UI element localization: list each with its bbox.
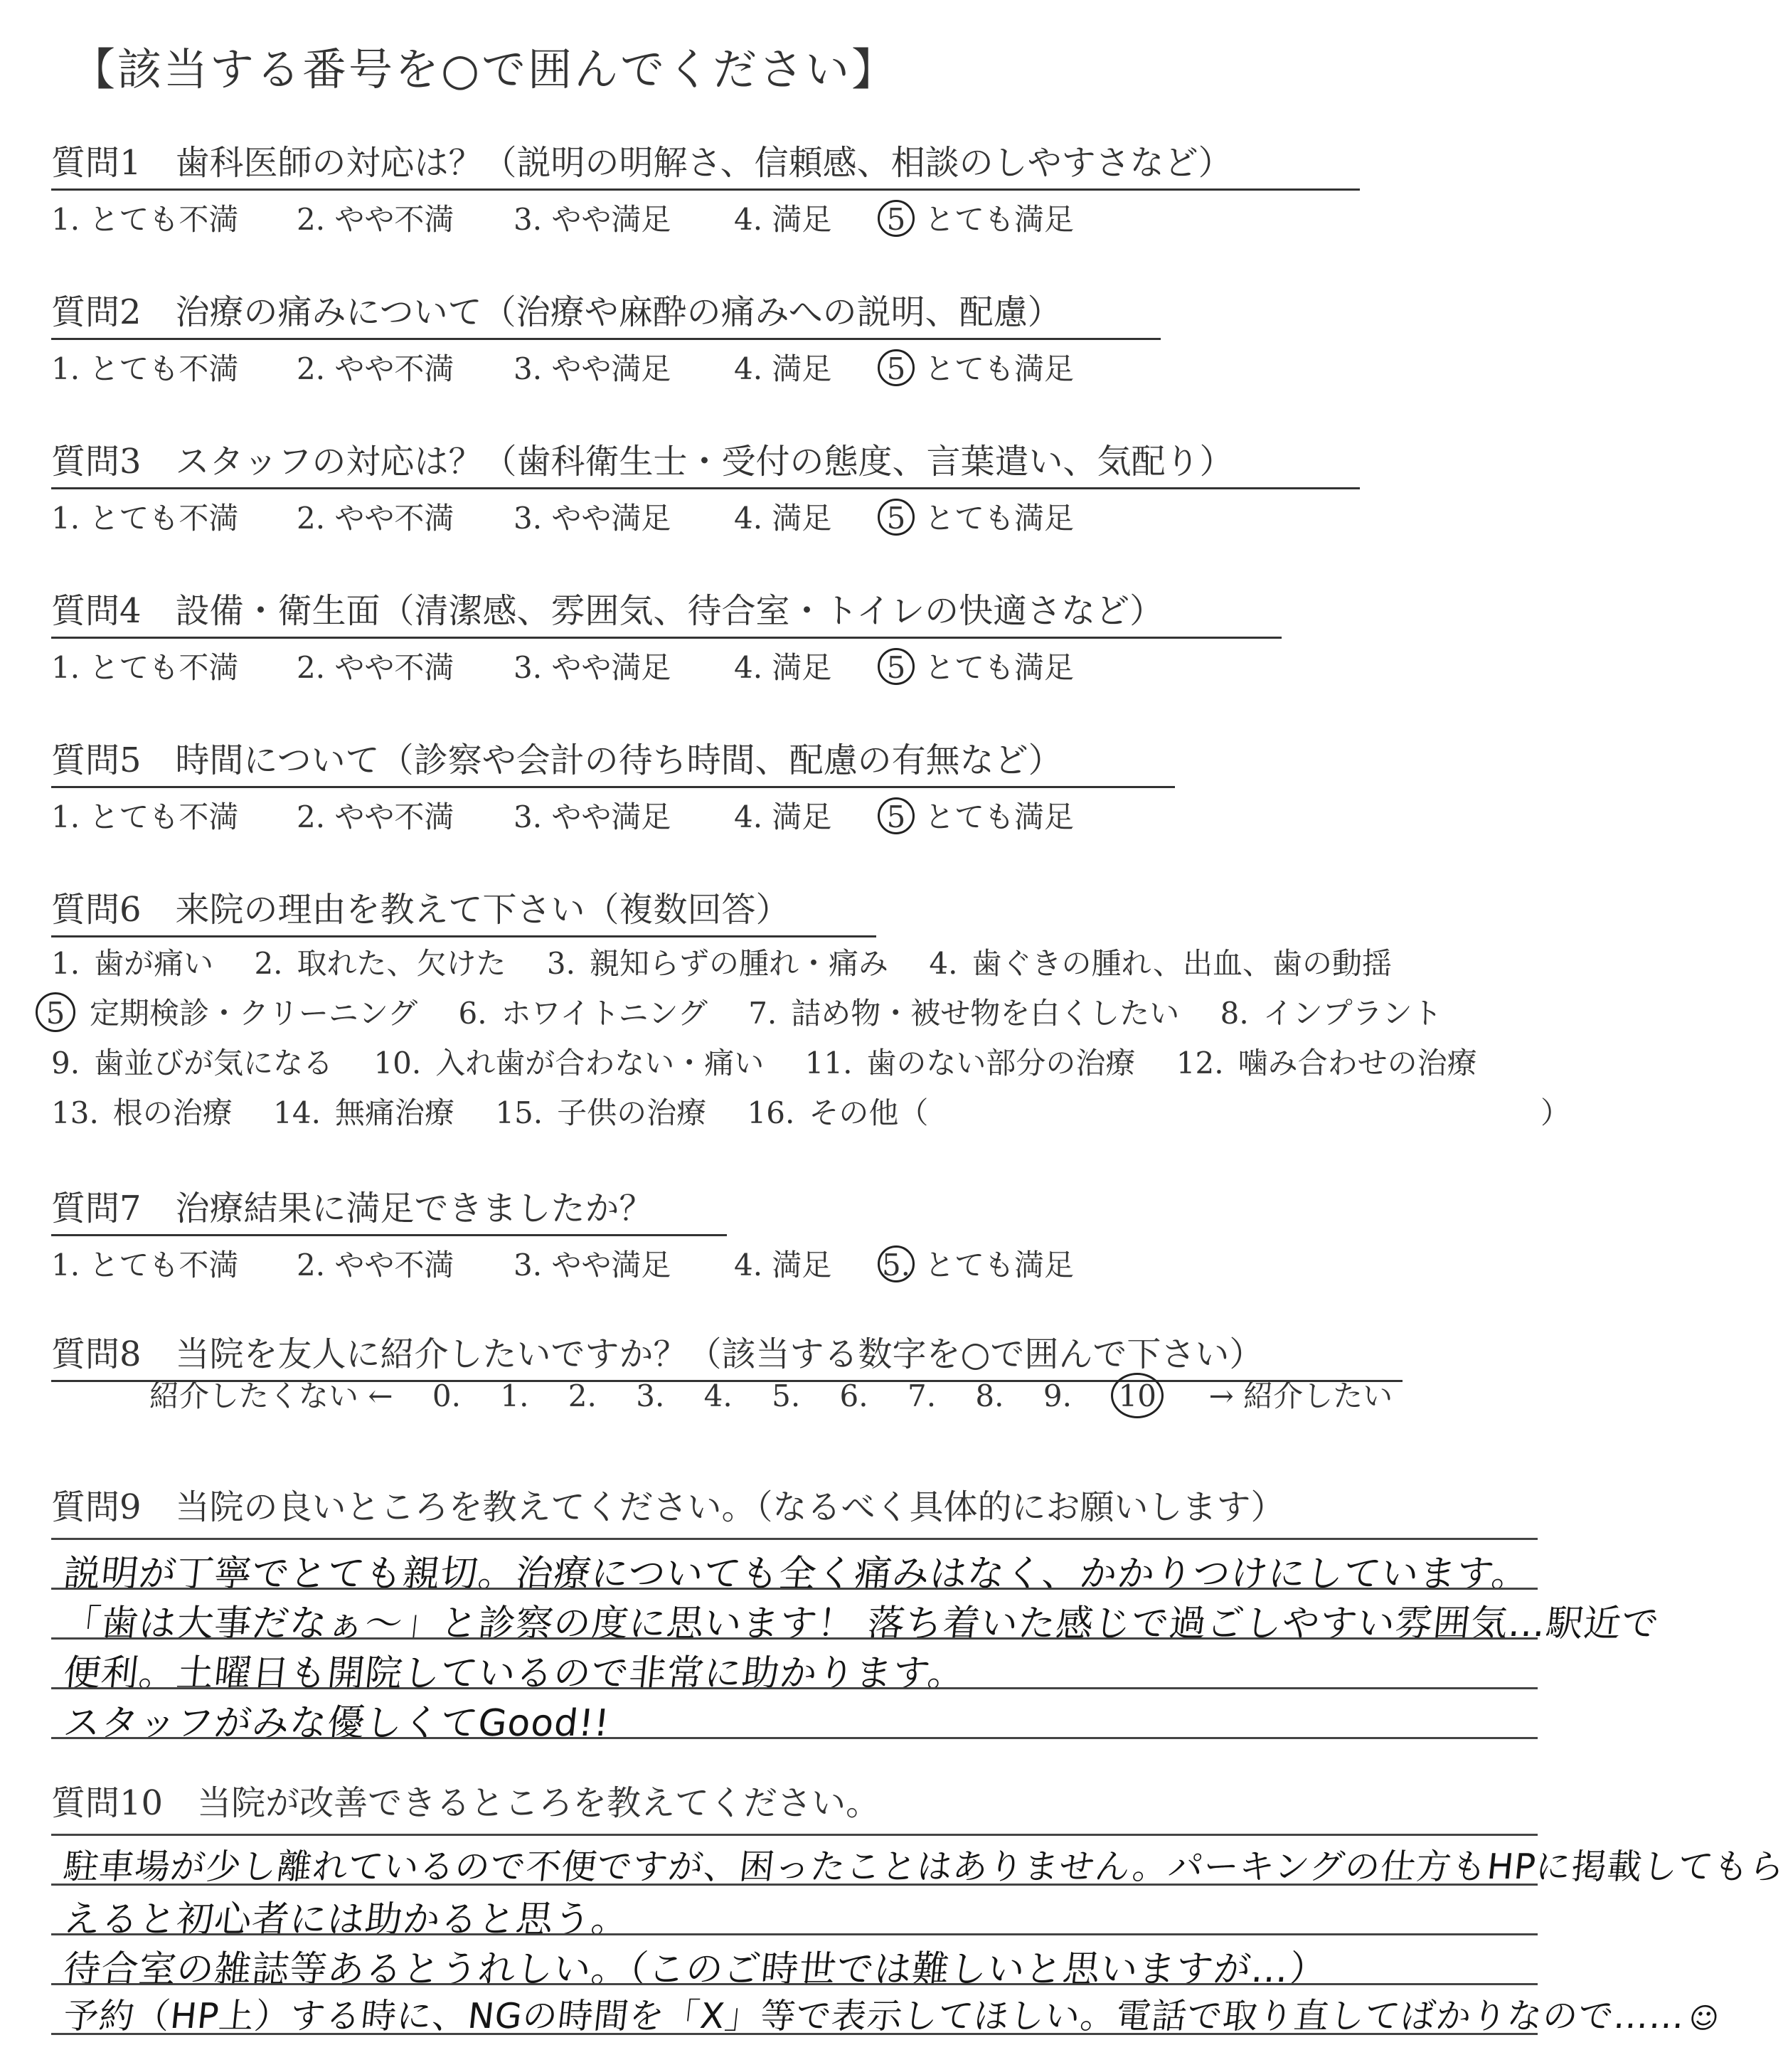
- reason-13[interactable]: 13. 根の治療: [51, 1095, 233, 1130]
- question-3-options: [51, 495, 1360, 538]
- other-close-paren: ）: [1540, 1095, 1571, 1130]
- option-2[interactable]: 2. やや不満: [297, 202, 454, 237]
- selected-circle: 5: [878, 349, 915, 386]
- option-1[interactable]: 1. とても不満: [51, 202, 239, 237]
- question-2-heading: 質問2 治療の痛みについて（治療や麻酔の痛みへの説明、配慮）: [51, 285, 1161, 340]
- question-6: [51, 882, 876, 937]
- answer-line: [51, 2033, 1538, 2035]
- answer-line: [51, 1737, 1538, 1739]
- option-2[interactable]: 2. やや不満: [297, 1248, 454, 1282]
- question-2: [51, 285, 1161, 388]
- answer-line: [51, 1538, 1538, 1540]
- reason-2[interactable]: 2. 取れた、欠けた: [254, 946, 506, 981]
- q10-answer-line-2: えると初心者には助かると思う。: [61, 1898, 632, 1941]
- option-3[interactable]: 3. やや満足: [513, 650, 671, 685]
- reason-15[interactable]: 15. 子供の治療: [495, 1095, 707, 1130]
- option-1[interactable]: 1. とても不満: [51, 650, 239, 685]
- option-4[interactable]: 4. 満足: [734, 202, 832, 237]
- option-1[interactable]: 1. とても不満: [51, 1248, 239, 1282]
- answer-line: [51, 1687, 1538, 1689]
- option-3[interactable]: 3. やや満足: [513, 202, 671, 237]
- question-1: [51, 135, 1360, 239]
- option-5-selected[interactable]: 5 とても満足: [883, 495, 1074, 538]
- reason-7[interactable]: 7. 詰め物・被せ物を白くしたい: [748, 996, 1180, 1031]
- option-5-selected[interactable]: 5 とても満足: [883, 196, 1074, 239]
- option-5-selected[interactable]: 5 とても満足: [883, 346, 1074, 388]
- reason-10[interactable]: 10. 入れ歯が合わない・痛い: [373, 1046, 765, 1080]
- option-1[interactable]: 1. とても不満: [51, 351, 239, 386]
- scale-3[interactable]: 3.: [636, 1378, 665, 1413]
- option-5-selected[interactable]: 5 とても満足: [883, 794, 1074, 836]
- answer-line: [51, 1983, 1538, 1985]
- question-5-options: [51, 794, 1175, 836]
- question-1-heading: 質問1 歯科医師の対応は？（説明の明解さ、信頼感、相談のしやすさなど）: [51, 135, 1360, 191]
- option-3[interactable]: 3. やや満足: [513, 501, 671, 536]
- q9-answer-line-2: 「歯は大事だなぁ～」と診察の度に思います！ 落ち着いた感じで過ごしやすい雰囲気…駅近で: [61, 1603, 1662, 1645]
- scale-1[interactable]: 1.: [500, 1378, 529, 1413]
- selected-circle: 5: [878, 200, 915, 237]
- scale-7[interactable]: 7.: [907, 1378, 937, 1413]
- reason-8[interactable]: 8. インプラント: [1220, 996, 1442, 1031]
- selected-circle: 5: [878, 797, 915, 834]
- q10-answer-line-1: 駐車場が少し離れているので不便ですが、困ったことはありません。パーキングの仕方もHPに掲載してもら: [61, 1847, 1787, 1887]
- option-4[interactable]: 4. 満足: [734, 501, 832, 536]
- reasons-row-4: [51, 1090, 959, 1132]
- answer-line: [51, 1834, 1538, 1836]
- question-4-options: [51, 644, 1282, 687]
- answer-line: [51, 1588, 1538, 1590]
- option-3[interactable]: 3. やや満足: [513, 351, 671, 386]
- reason-1[interactable]: 1. 歯が痛い: [51, 946, 214, 981]
- option-1[interactable]: 1. とても不満: [51, 799, 239, 834]
- q9-answer-line-3: 便利。土曜日も開院しているので非常に助かります。: [61, 1652, 968, 1695]
- question-7: [51, 1181, 1075, 1285]
- question-9-heading: 質問9 当院の良いところを教えてください。（なるべく具体的にお願いします）: [51, 1487, 1285, 1527]
- option-3[interactable]: 3. やや満足: [513, 799, 671, 834]
- answer-line: [51, 1884, 1538, 1886]
- scale-right-label: → 紹介したい: [1208, 1378, 1393, 1413]
- reason-3[interactable]: 3. 親知らずの腫れ・痛み: [546, 946, 888, 981]
- question-5-heading: 質問5 時間について（診察や会計の待ち時間、配慮の有無など）: [51, 733, 1175, 788]
- question-7-options: [51, 1242, 1075, 1285]
- question-3-heading: 質問3 スタッフの対応は？（歯科衛生士・受付の態度、言葉遣い、気配り）: [51, 434, 1360, 489]
- reason-14[interactable]: 14. 無痛治療: [273, 1095, 454, 1130]
- reasons-row-2: [46, 990, 1474, 1033]
- q9-answer-line-4: スタッフがみな優しくてGood!!: [61, 1702, 612, 1745]
- question-10-heading: 質問10 当院が改善できるところを教えてください。: [51, 1783, 880, 1823]
- smiley-icon: ☺: [1687, 2002, 1721, 2035]
- option-2[interactable]: 2. やや不満: [297, 501, 454, 536]
- answer-line: [51, 1637, 1538, 1640]
- option-1[interactable]: 1. とても不満: [51, 501, 239, 536]
- scale-10-selected[interactable]: 10: [1111, 1373, 1164, 1418]
- q10-answer-line-3: 待合室の雑誌等あるとうれしい。（このご時世では難しいと思いますが…）: [61, 1948, 1329, 1991]
- option-4[interactable]: 4. 満足: [734, 1248, 832, 1282]
- scale-4[interactable]: 4.: [703, 1378, 733, 1413]
- recommend-scale: [149, 1373, 1422, 1418]
- q10-answer-line-4: 予約（HP上）する時に、NGの時間を「X」等で表示してほしい。電話で取り直してばかりなので……☺: [61, 1996, 1721, 2036]
- option-4[interactable]: 4. 満足: [734, 799, 832, 834]
- question-6-heading: 質問6 来院の理由を教えて下さい（複数回答）: [51, 882, 876, 937]
- scale-5[interactable]: 5.: [772, 1378, 801, 1413]
- selected-circle: 5: [878, 499, 915, 536]
- question-3: [51, 434, 1360, 538]
- option-5-selected[interactable]: 5. とても満足: [883, 1242, 1074, 1285]
- reason-6[interactable]: 6. ホワイトニング: [458, 996, 708, 1031]
- selected-circle: 5.: [878, 1245, 915, 1282]
- page-title: 【該当する番号を○で囲んでください】: [71, 43, 898, 95]
- option-4[interactable]: 4. 満足: [734, 650, 832, 685]
- reason-12[interactable]: 12. 噛み合わせの治療: [1176, 1046, 1477, 1080]
- question-4-heading: 質問4 設備・衛生面（清潔感、雰囲気、待合室・トイレの快適さなど）: [51, 583, 1282, 639]
- option-3[interactable]: 3. やや満足: [513, 1248, 671, 1282]
- scale-9[interactable]: 9.: [1043, 1378, 1072, 1413]
- reason-4[interactable]: 4. 歯ぐきの腫れ、出血、歯の動揺: [929, 946, 1392, 981]
- option-4[interactable]: 4. 満足: [734, 351, 832, 386]
- option-2[interactable]: 2. やや不満: [297, 799, 454, 834]
- question-7-heading: 質問7 治療結果に満足できましたか？: [51, 1181, 727, 1236]
- question-2-options: [51, 346, 1161, 388]
- reason-16[interactable]: 16. その他（: [747, 1095, 929, 1130]
- question-10: [51, 1775, 880, 1824]
- scale-8[interactable]: 8.: [975, 1378, 1004, 1413]
- selected-circle: 5: [878, 648, 915, 685]
- question-8-heading: 質問8 当院を友人に紹介したいですか？（該当する数字を○で囲んで下さい）: [51, 1327, 1403, 1382]
- question-9: [51, 1479, 1285, 1529]
- reason-5-selected[interactable]: 5 定期検診・クリーニング: [51, 996, 417, 1031]
- question-5: [51, 733, 1175, 836]
- q9-answer-line-1: 説明が丁寧でとても親切。治療についても全く痛みはなく、かかりつけにしています。: [61, 1553, 1532, 1595]
- scale-left-label: 紹介したくない ←: [149, 1378, 393, 1413]
- option-2[interactable]: 2. やや不満: [297, 650, 454, 685]
- scale-0[interactable]: 0.: [432, 1378, 461, 1413]
- answer-line: [51, 1933, 1538, 1935]
- question-4: [51, 583, 1282, 687]
- selected-circle: 5: [36, 992, 75, 1032]
- reason-9[interactable]: 9. 歯並びが気になる: [51, 1046, 334, 1080]
- reasons-row-3: [51, 1040, 1508, 1083]
- question-1-options: [51, 196, 1360, 239]
- option-2[interactable]: 2. やや不満: [297, 351, 454, 386]
- reason-11[interactable]: 11. 歯のない部分の治療: [804, 1046, 1136, 1080]
- reasons-row-1: [51, 940, 1423, 983]
- scale-2[interactable]: 2.: [568, 1378, 597, 1413]
- option-5-selected[interactable]: 5 とても満足: [883, 644, 1074, 687]
- scale-6[interactable]: 6.: [839, 1378, 868, 1413]
